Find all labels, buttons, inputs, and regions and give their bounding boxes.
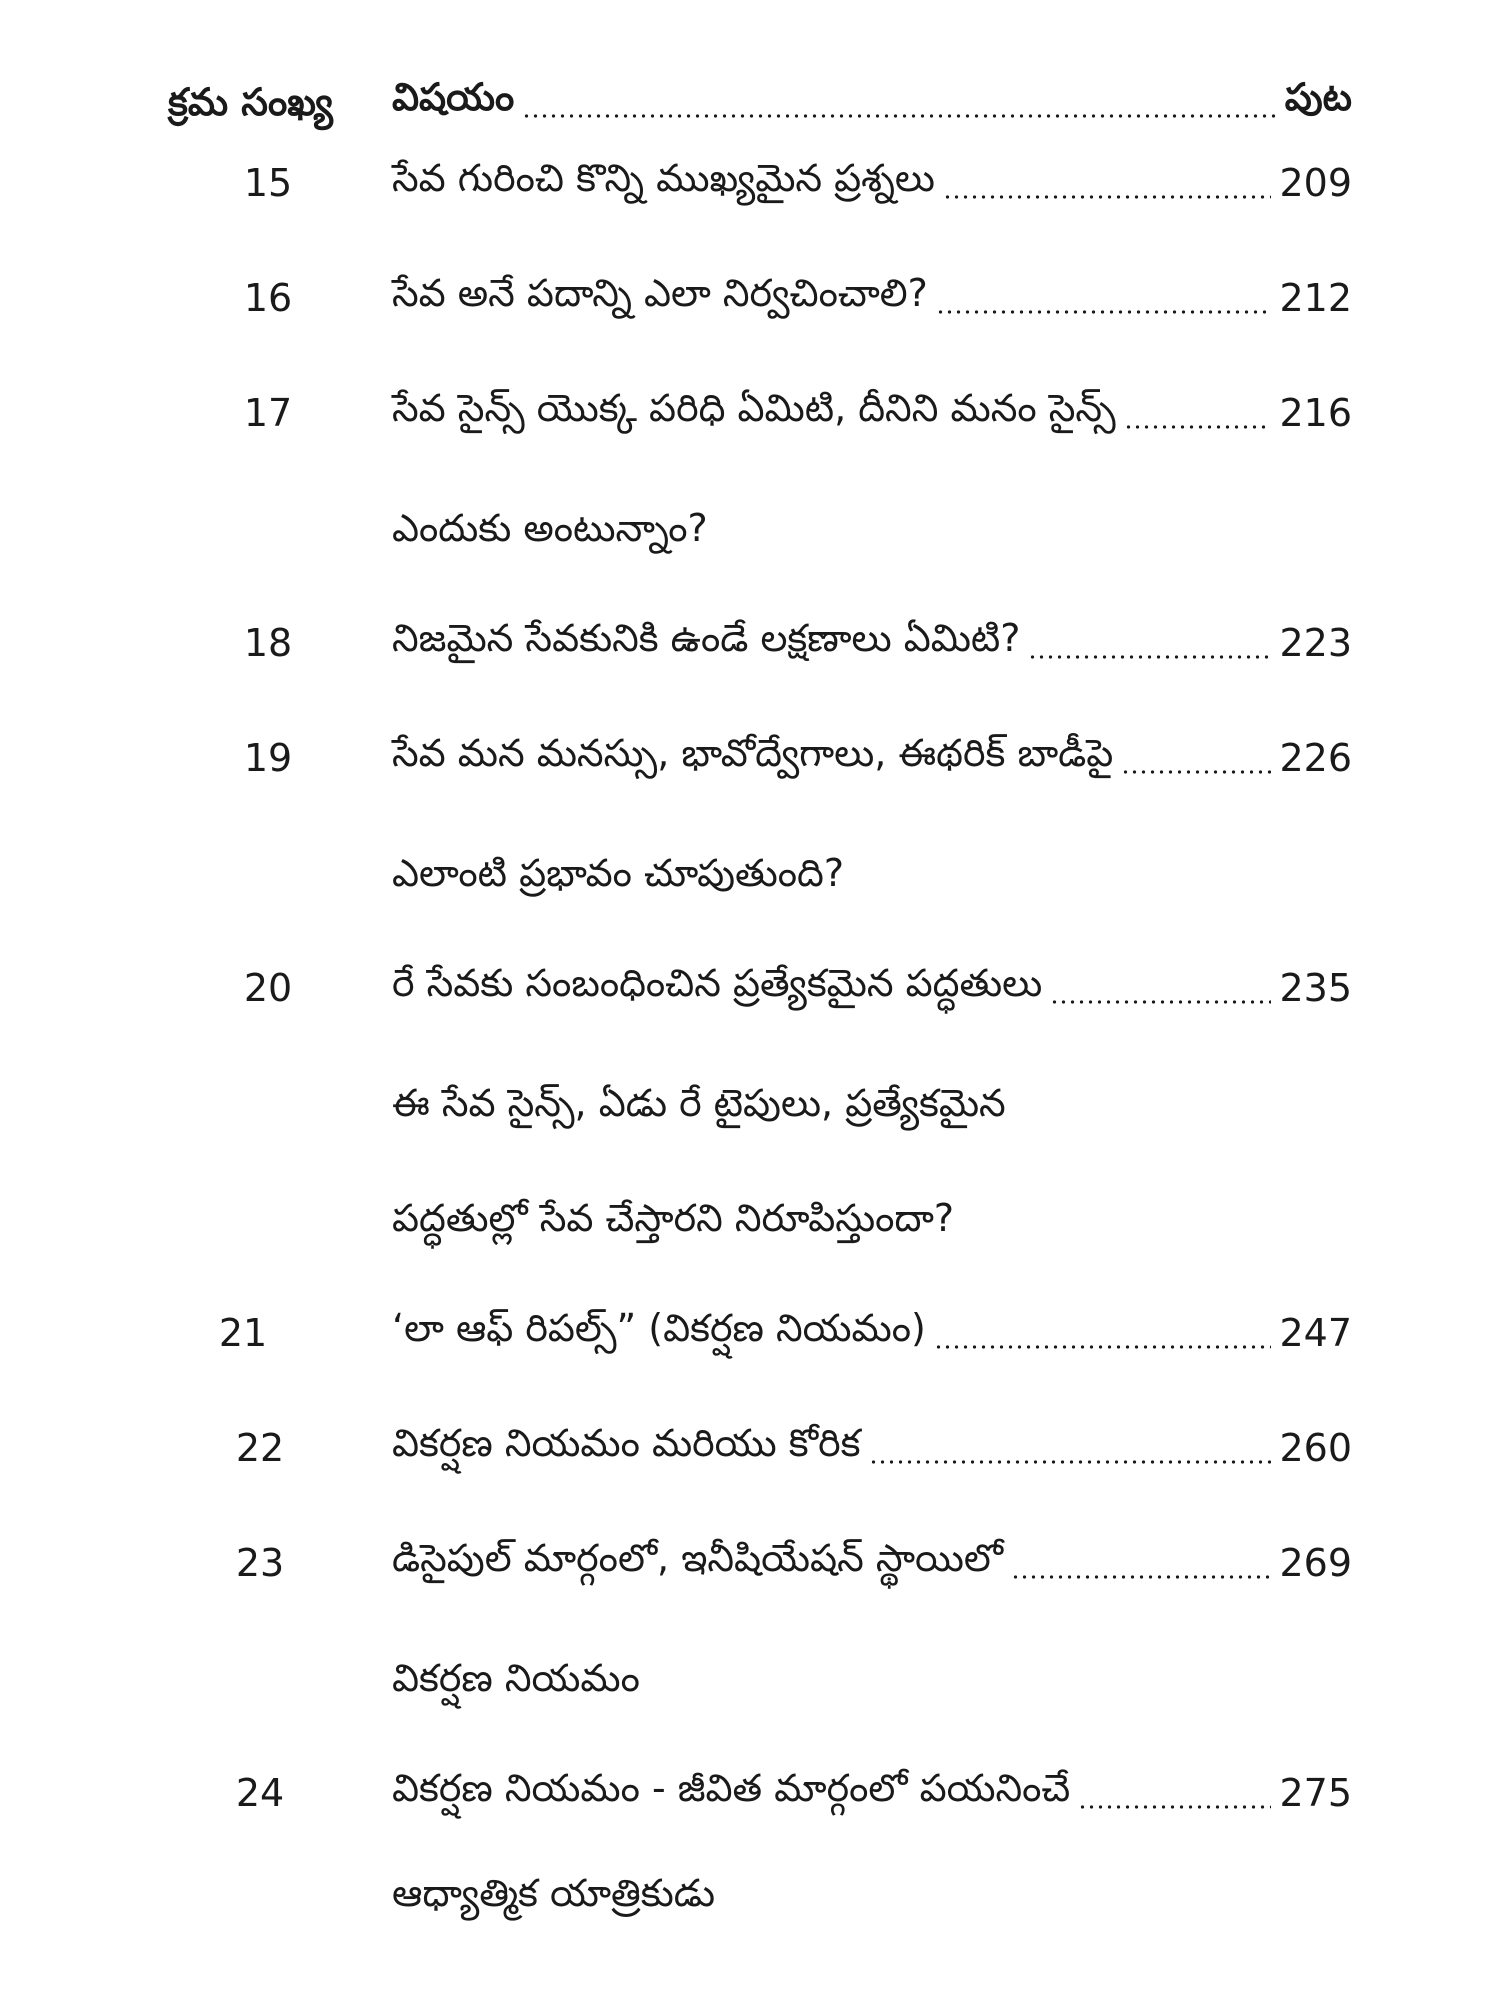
toc-entry bbox=[0, 373, 1500, 453]
header-dot-leader bbox=[522, 112, 1276, 120]
entry-number: 17 bbox=[243, 391, 293, 435]
entry-page: 216 bbox=[1279, 391, 1352, 435]
toc-entry bbox=[0, 1753, 1500, 1833]
entry-title-continuation: ఆధ్యాత్మిక యాత్రికుడు bbox=[392, 1871, 715, 1915]
entry-number: 19 bbox=[243, 736, 293, 780]
toc-entry bbox=[0, 1293, 1500, 1373]
entry-page: 247 bbox=[1279, 1311, 1352, 1355]
entry-title: వికర్షణ నియమం - జీవిత మార్గంలో పయనించే bbox=[392, 1766, 1071, 1810]
entry-number: 16 bbox=[243, 276, 293, 320]
toc-entry bbox=[0, 948, 1500, 1028]
dot-leader bbox=[1011, 1573, 1271, 1581]
dot-leader bbox=[1078, 1803, 1271, 1811]
entry-title-continuation: ఈ సేవ సైన్స్, ఏడు రే టైపులు, ప్రత్యేకమైన bbox=[392, 1081, 1006, 1125]
toc-entry bbox=[0, 1523, 1500, 1603]
entry-number: 20 bbox=[243, 966, 293, 1010]
dot-leader bbox=[1124, 423, 1272, 431]
entry-number: 15 bbox=[243, 161, 293, 205]
entry-title-continuation: ఎలాంటి ప్రభావం చూపుతుంది? bbox=[392, 851, 844, 895]
entry-page: 269 bbox=[1279, 1541, 1352, 1585]
dot-leader bbox=[934, 1343, 1272, 1351]
entry-page: 235 bbox=[1279, 966, 1352, 1010]
toc-header-row bbox=[0, 62, 1500, 142]
entry-title: రే సేవకు సంబంధించిన ప్రత్యేకమైన పద్ధతులు bbox=[392, 961, 1043, 1005]
toc-entry bbox=[0, 603, 1500, 683]
dot-leader bbox=[1121, 768, 1271, 776]
entry-title-continuation: పద్ధతుల్లో సేవ చేస్తారని నిరూపిస్తుందా? bbox=[392, 1196, 955, 1240]
subject-header: విషయం bbox=[392, 75, 515, 119]
entry-title: సేవ సైన్స్ యొక్క పరిధి ఏమిటి, దీనిని మనం సైన్స్ bbox=[392, 386, 1116, 430]
entry-title: నిజమైన సేవకునికి ఉండే లక్షణాలు ఏమిటి? bbox=[392, 616, 1021, 660]
entry-page: 226 bbox=[1279, 736, 1352, 780]
entry-page: 212 bbox=[1279, 276, 1352, 320]
dot-leader bbox=[1050, 998, 1271, 1006]
entry-title: సేవ అనే పదాన్ని ఎలా నిర్వచించాలి? bbox=[392, 271, 928, 315]
entry-page: 223 bbox=[1279, 621, 1352, 665]
entry-title: ‘లా ఆఫ్ రిపల్స్” (వికర్షణ నియమం) bbox=[392, 1306, 926, 1350]
dot-leader bbox=[1028, 653, 1271, 661]
entry-number: 18 bbox=[243, 621, 293, 665]
entry-number: 23 bbox=[235, 1541, 285, 1585]
entry-number: 24 bbox=[235, 1771, 285, 1815]
page-header: పుట bbox=[1284, 75, 1352, 119]
dot-leader bbox=[869, 1458, 1272, 1466]
toc-entry bbox=[0, 1408, 1500, 1488]
entry-title: సేవ మన మనస్సు, భావోద్వేగాలు, ఈథరిక్ బాడీపై bbox=[392, 731, 1114, 775]
toc-entry bbox=[0, 143, 1500, 223]
dot-leader bbox=[936, 308, 1272, 316]
entry-title-continuation: వికర్షణ నియమం bbox=[392, 1656, 640, 1700]
entry-title: సేవ గురించి కొన్ని ముఖ్యమైన ప్రశ్నలు bbox=[392, 156, 935, 200]
toc-entry bbox=[0, 258, 1500, 338]
entry-number: 22 bbox=[235, 1426, 285, 1470]
entry-title: వికర్షణ నియమం మరియు కోరిక bbox=[392, 1421, 861, 1465]
entry-page: 275 bbox=[1279, 1771, 1352, 1815]
entry-page: 209 bbox=[1279, 161, 1352, 205]
entry-title-continuation: ఎందుకు అంటున్నాం? bbox=[392, 506, 708, 550]
entry-page: 260 bbox=[1279, 1426, 1352, 1470]
entry-title: డిసైపుల్ మార్గంలో, ఇనీషియేషన్ స్థాయిలో bbox=[392, 1536, 1004, 1580]
serial-number-header: క్రమ సంఖ్య bbox=[168, 80, 333, 124]
toc-entry bbox=[0, 718, 1500, 798]
entry-number: 21 bbox=[218, 1311, 268, 1355]
dot-leader bbox=[943, 193, 1272, 201]
